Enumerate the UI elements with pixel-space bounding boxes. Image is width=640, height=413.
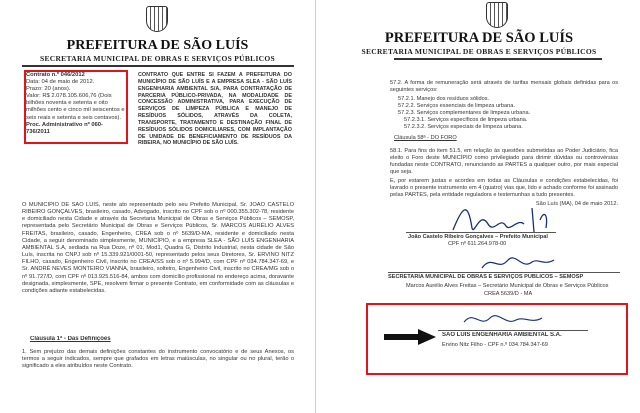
coat-of-arms-icon (486, 2, 508, 28)
list-item: 57.2.2. Serviços essenciais de limpeza urbana. (398, 103, 515, 109)
page-title: PREFEITURA DE SÃO LUÍS (384, 30, 574, 46)
contract-number: Contrato n.º 046/2012 (26, 72, 85, 78)
highlight-box-contract (24, 70, 128, 144)
closing-text: E, por estarem justas e acordes em todas as Cláusulas e condições estabelecidas, foi lavrado o presente instrumento em 4 (quatro) vias que, lido e achado conforme foi assinado pelas PARTES, pela entidade reguladora e testemunhas a tudo presentes. (390, 178, 618, 198)
contract-page-right (318, 0, 640, 413)
company-signature (458, 306, 548, 332)
contract-term: Prazo: 20 (anos). (26, 86, 71, 93)
signature-line (438, 330, 588, 331)
list-item: 57.2.3.1. Serviços específicos de limpeza urbana. (404, 117, 528, 123)
contract-page-left (0, 0, 316, 413)
page-title: PREFEITURA DE SÃO LUÍS (66, 38, 249, 53)
forum-clause-text: 58.1. Para fins do item 51.5, em relação às questões submetidas ao Poder Judiciário, fica eleito o Foro deste MUNICÍPIO como privilegiado para dirimir dúvidas ou controvérsias fundadas neste CONTRATO, renunciando as PARTES a qualquer outro, por mais especial que seja. (390, 148, 618, 175)
mayor-cpf: CPF nº 611.264.978-00 (448, 241, 507, 247)
mayor-name: João Castelo Ribeiro Gonçalves – Prefeito Municipal (408, 234, 548, 240)
contract-object: CONTRATO QUE ENTRE SI FAZEM A PREFEITURA DO MUNICÍPIO DE SÃO LUÍS E A EMPRESA SLEA - SÃO LUÍS ENGENHARIA AMBIENTAL S/A, PARA CONTRATAÇÃO DE PARCERIA PÚBLICO-PRIVADA, NA MODALIDADE DE CONCESSÃO ADMINISTRATIVA, PARA EXECUÇÃO DE SERVIÇOS DE LIMPEZA PÚBLICA E MANEJO DE RESÍDUOS SÓLIDOS, ATRAVÉS DA COLETA, TRANSPORTE, TRATAMENTO E DESTINAÇÃO FINAL DE RESÍDUOS SÓLIDOS DOMICILIARES, COM IMPLANTAÇÃO DE UNIDADE DE BENEFICIAMENTO DE RESÍDUOS DA RIBEIRA, NO MUNICÍPIO DE SÃO LUÍS. (138, 72, 292, 147)
contract-process: Proc. Administrativo nº 060-736/2011 (26, 121, 103, 135)
header-rule (22, 65, 294, 67)
signature-line (406, 232, 556, 233)
signature-line (388, 272, 620, 273)
list-item: 57.2.3.2. Serviços especiais de limpeza urbana. (404, 124, 523, 130)
service-list (398, 96, 618, 131)
secretariat-name: SECRETARIA MUNICIPAL DE OBRAS E SERVIÇOS PÚBLICOS – SEMOSP (388, 274, 584, 280)
company-director: Ervino Nitz Filho - CPF n.º 034.784.347-69 (442, 342, 548, 348)
coat-of-arms-icon (146, 6, 168, 32)
signing-date: São Luís (MA), 04 de maio 2012. (535, 201, 618, 207)
secretary-name: Marcos Aurélio Alves Freitas – Secretário Municipal de Obras e Serviços Públicos (406, 283, 609, 289)
page-subtitle: SECRETARIA MUNICIPAL DE OBRAS E SERVIÇOS PÚBLICOS (39, 54, 276, 63)
page-subtitle: SECRETARIA MUNICIPAL DE OBRAS E SERVIÇOS PÚBLICOS (361, 47, 597, 56)
contract-value: Valor: R$ 2.078.105.606,76 (Dois bilhões noventa e setenta e oito milhões cento e cinco mil seiscentos e seis reais e setenta e seis centavos). (26, 93, 125, 121)
list-item: 57.2.3. Serviços complementares de limpeza urbana. (398, 110, 531, 116)
header-rule (394, 58, 602, 60)
company-name: SÃO LUÍS ENGENHARIA AMBIENTAL S.A. (442, 332, 562, 338)
secretary-crea: CREA 5639/D - MA (484, 291, 533, 297)
arrow-right-icon (382, 328, 438, 346)
clause-text: 1. Sem prejuízo das demais definições constantes do instrumento convocatório e de seus Anexos, os termos a seguir indicados, sempre que grafados em letras maiúsculas, no singular ou no plural, terão o significado a eles atribuídos neste Contrato. (22, 349, 294, 370)
list-item: 57.2.1. Manejo dos resíduos sólidos. (398, 96, 490, 102)
contract-date: Data: 04 de maio de 2012. (26, 79, 95, 86)
contract-parties-text: O MUNICÍPIO DE SÃO LUÍS, neste ato representado pelo seu Prefeito Municipal, Sr. JOÃO CASTELO RIBEIRO GONÇALVES, brasileiro, casado, Advogado, inscrito no CPF sob o nº 000.355.302-78, residente e domiciliado nesta Cidade e através da Secretaria Municipal de Obras e Serviços Públicos – SEMOSP, representada pelo Secretário Municipal de Obras e Serviços Públicos, Sr. MARCOS AURÉLIO ALVES FREITAS, brasileiro, casado, Engenheiro, CREA sob o nº 5639/D-MA, residente e domiciliado nesta Cidade, a seguir denominado simplesmente, MUNICÍPIO, e a empresa SLEA - SÃO LUÍS ENGENHARIA AMBIENTAL S.A, sediada na Rua Doze, nº 01, Mod1, Quadra G, Distrito Industrial, nesta cidade de São Luís, inscrita no CNPJ sob nº 15.339.921/0001-50, representado pelos seus Diretores, Sr. ERVINO NITZ FILHO, casado, Engenheiro Civil, inscrito no CREA/SS sob o nº 5.994/D, com CPF nº 034.784.347-69, e Sr. ANDRÉ NEVES MONTEIRO VIANNA, brasileiro, solteiro, Engenheiro Civil, inscrito no CREA/MG sob o nº 91.727/D, com CPF nº 013.925.516-84, ambos com domicílio profissional no endereço acima, doravante designada, simplesmente, SPE, resolvem firmar o presente Contrato, em conformidade com as cláusulas e condições adiante estabelecidas. (22, 202, 294, 294)
clause-title: Cláusula 1ª - Das Definições (30, 336, 111, 342)
remuneration-text: 57.2. A forma de remuneração será através de tarifas mensais globais definidas para os seguintes serviços: (390, 80, 618, 93)
forum-clause-title: Cláusula 58ª - DO FORO (394, 135, 457, 141)
